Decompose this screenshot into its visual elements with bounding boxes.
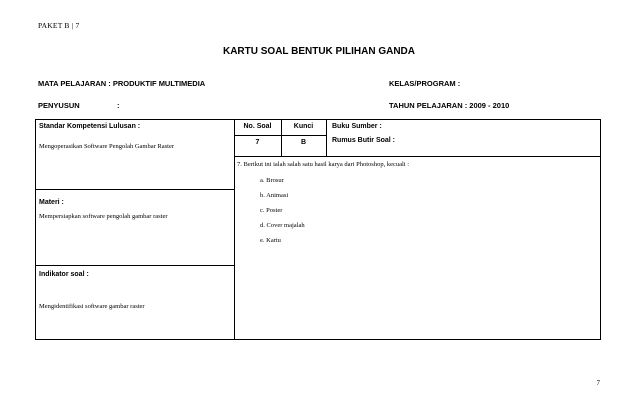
page-number: 7 xyxy=(596,379,600,387)
option-e: e. Kartu xyxy=(260,237,281,244)
penyusun-label: PENYUSUN xyxy=(38,101,80,110)
materi-label: Materi : xyxy=(39,199,64,206)
standar-kompetensi-text: Mengoperasikan Software Pengolah Gambar Raster xyxy=(39,143,175,150)
no-soal-header: No. Soal xyxy=(243,123,272,130)
indikator-label: Indikator soal : xyxy=(39,271,89,278)
buku-sumber-header: Buku Sumber : xyxy=(332,123,382,130)
option-a: a. Brosur xyxy=(260,177,284,184)
kunci-header: Kunci xyxy=(293,123,314,130)
indikator-text: Mengidentifikasi software gambar raster xyxy=(39,303,145,310)
left-column-divider xyxy=(234,120,235,339)
standar-kompetensi-label: Standar Kompetensi Lulusan : xyxy=(39,123,141,130)
kelas-program: KELAS/PROGRAM : xyxy=(389,79,461,88)
kunci-divider xyxy=(326,120,327,156)
kunci-value: B xyxy=(300,139,307,146)
materi-bottom-divider xyxy=(36,265,234,266)
option-b: b. Animasi xyxy=(260,192,289,199)
header-row-divider xyxy=(234,135,326,136)
option-d: d. Cover majalah xyxy=(260,222,305,229)
no-soal-value: 7 xyxy=(255,139,260,146)
question-text: 7. Berikut ini ialah salah satu hasil karya dari Photoshop, kecuali : xyxy=(237,161,410,168)
option-c: c. Poster xyxy=(260,207,283,214)
tahun-pelajaran: TAHUN PELAJARAN : 2009 - 2010 xyxy=(389,101,510,110)
standar-bottom-divider xyxy=(36,189,234,190)
materi-text: Mempersiapkan software pengolah gambar raster xyxy=(39,213,168,220)
rumus-butir-header: Rumus Butir Soal : xyxy=(332,137,396,144)
mata-pelajaran: MATA PELAJARAN : PRODUKTIF MULTIMEDIA xyxy=(38,79,206,88)
page-title: KARTU SOAL BENTUK PILIHAN GANDA xyxy=(222,46,416,57)
header-bottom-divider xyxy=(234,156,600,157)
question-card-table xyxy=(35,119,601,340)
page-header: PAKET B | 7 xyxy=(38,21,80,30)
penyusun-colon: : xyxy=(117,101,120,110)
